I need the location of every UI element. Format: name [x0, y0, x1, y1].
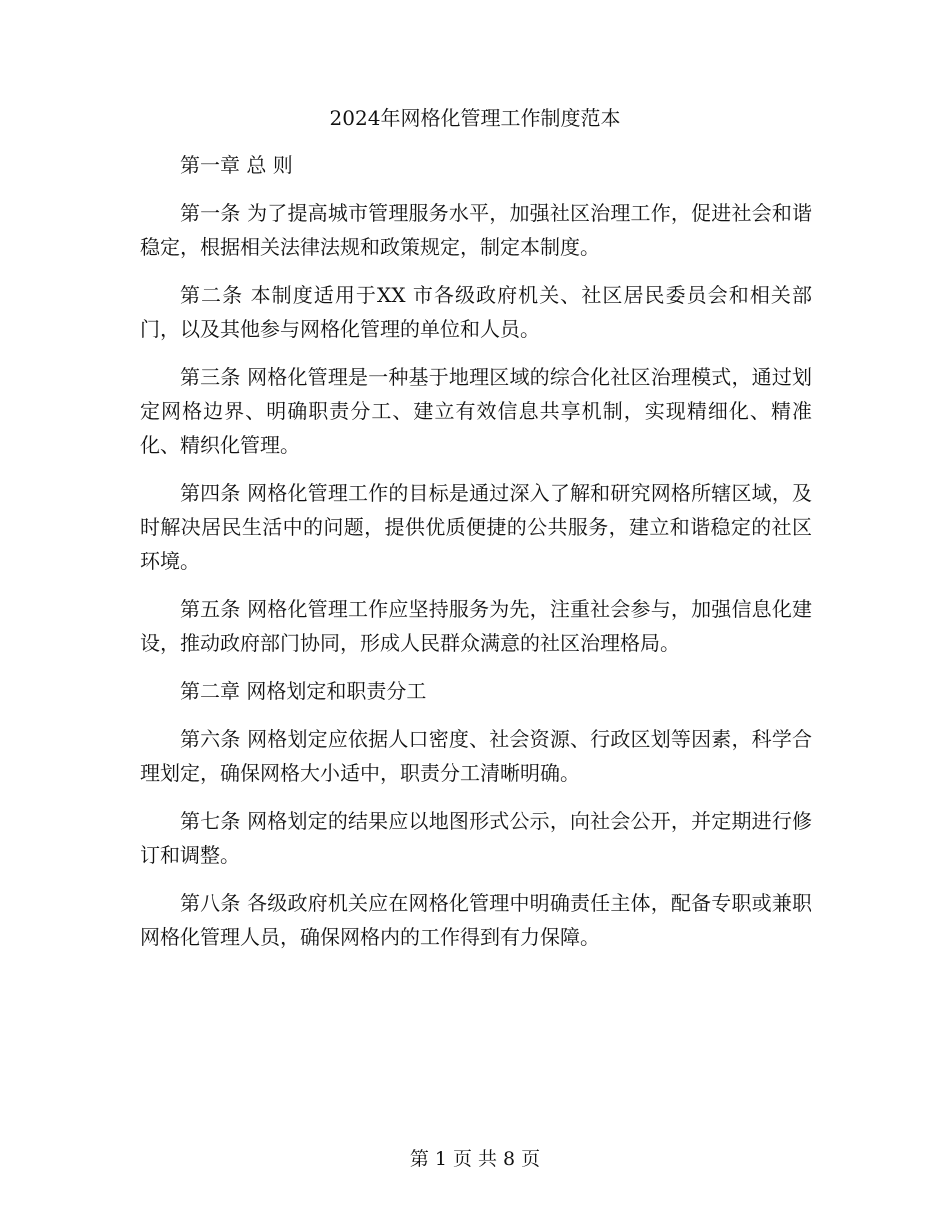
article-1: 第一条 为了提高城市管理服务水平，加强社区治理工作，促进社会和谐稳定，根据相关法律法规和政策规定，制定本制度。: [140, 201, 812, 259]
document-title: 2024年网格化管理工作制度范本: [329, 106, 621, 130]
article-7: 第七条 网格划定的结果应以地图形式公示，向社会公开，并定期进行修订和调整。: [140, 809, 812, 867]
article-6: 第六条 网格划定应依据人口密度、社会资源、行政区划等因素，科学合理划定，确保网格大小适中，职责分工清晰明确。: [140, 727, 812, 785]
article-3: 第三条 网格化管理是一种基于地理区域的综合化社区治理模式，通过划定网格边界、明确职责分工、建立有效信息共享机制，实现精细化、精准化、精织化管理。: [140, 365, 812, 457]
chapter-heading-1: 第一章 总 则: [180, 153, 293, 177]
article-5: 第五条 网格化管理工作应坚持服务为先，注重社会参与，加强信息化建设，推动政府部门协同，形成人民群众满意的社区治理格局。: [140, 597, 812, 655]
article-8: 第八条 各级政府机关应在网格化管理中明确责任主体，配备专职或兼职网格化管理人员，确保网格内的工作得到有力保障。: [140, 891, 812, 949]
document-body: [140, 148, 812, 968]
chapter-heading-2: 第二章 网格划定和职责分工: [180, 679, 427, 703]
article-2: 第二条 本制度适用于XX 市各级政府机关、社区居民委员会和相关部门，以及其他参与网格化管理的单位和人员。: [140, 283, 812, 341]
page-number-footer: 第 1 页 共 8 页: [409, 1148, 541, 1170]
article-4: 第四条 网格化管理工作的目标是通过深入了解和研究网格所辖区域，及时解决居民生活中的问题，提供优质便捷的公共服务，建立和谐稳定的社区环境。: [140, 481, 812, 573]
